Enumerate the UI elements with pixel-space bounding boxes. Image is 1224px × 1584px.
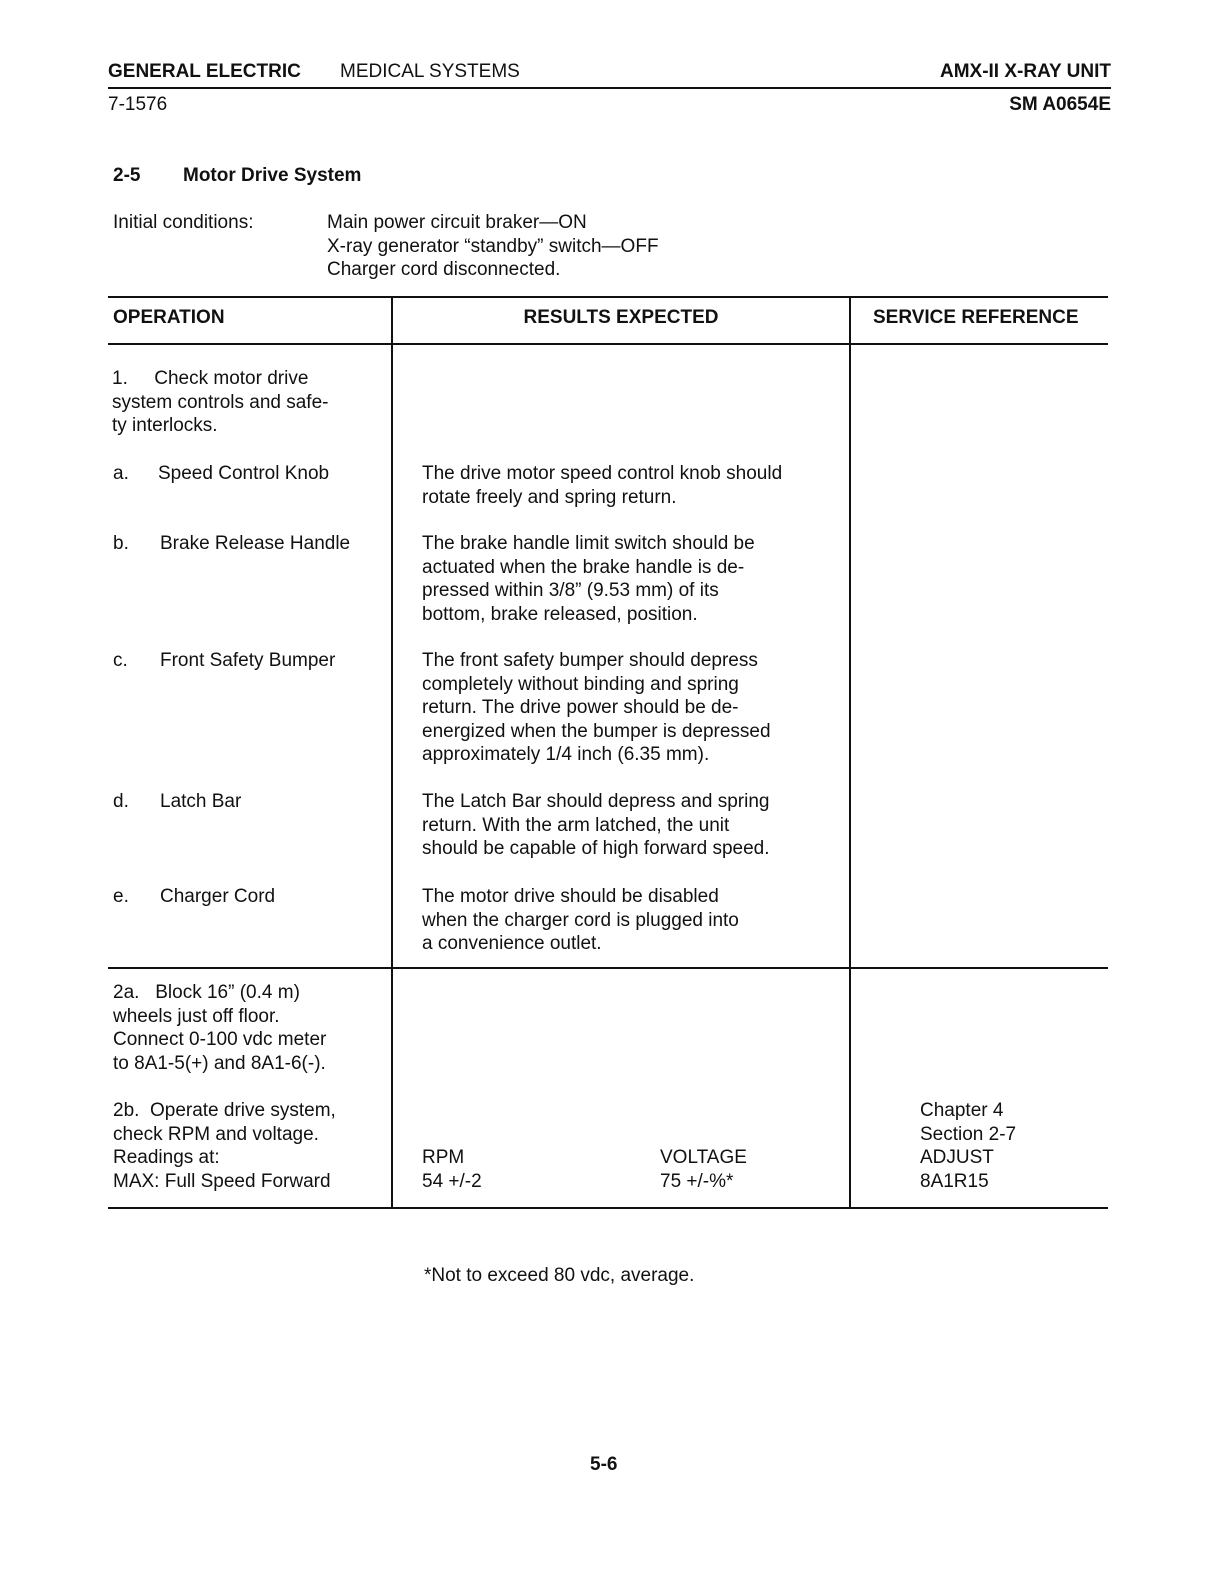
item-letter: c. (113, 650, 128, 671)
item-operation: Speed Control Knob (158, 463, 330, 484)
conditions-list (327, 211, 659, 282)
item-result: The Latch Bar should depress and spring return. With the arm latched, the unit should be capable of high forward speed. (422, 791, 770, 859)
header-rule (108, 87, 1111, 89)
table-top-rule (108, 296, 1108, 298)
table-row-rule (108, 967, 1108, 969)
header-product: AMX-II X-RAY UNIT (939, 61, 1111, 82)
item-operation: Latch Bar (160, 791, 242, 812)
item-letter: d. (113, 791, 129, 812)
step-1-intro: 1. Check motor drive system controls and safe- ty interlocks. (112, 368, 329, 436)
item-letter: e. (113, 886, 129, 907)
service-reference-cell: Chapter 4 Section 2-7 ADJUST 8A1R15 (920, 1100, 1017, 1192)
item-result: The drive motor speed control knob should rotate freely and spring return. (422, 463, 783, 508)
header-doc-number: 7-1576 (108, 94, 168, 115)
section-number: 2-5 (113, 165, 141, 186)
column-divider (391, 296, 393, 1209)
rpm-label: RPM (422, 1147, 465, 1168)
item-result: The front safety bumper should depress completely without binding and spring return. The drive power should be de- energized when the bumper is depressed approximately 1/4 inch (6.35 mm). (422, 650, 771, 765)
table-bottom-rule (108, 1207, 1108, 1209)
column-divider (849, 296, 851, 1209)
header-service-reference: SERVICE REFERENCE (873, 307, 1079, 328)
condition-item: Charger cord disconnected. (327, 259, 561, 280)
item-letter: b. (113, 533, 129, 554)
conditions-label: Initial conditions: (113, 212, 254, 233)
item-result: The motor drive should be disabled when the charger cord is plugged into a convenience outlet. (422, 886, 739, 954)
voltage-value: 75 +/-%* (660, 1171, 734, 1192)
step-2b: 2b. Operate drive system, check RPM and voltage. Readings at: MAX: Full Speed Forward (113, 1100, 336, 1192)
condition-item: Main power circuit braker—ON (327, 212, 587, 233)
table-header-rule (108, 343, 1108, 345)
item-result: The brake handle limit switch should be actuated when the brake handle is de- pressed within 3/8” (9.53 mm) of its bottom, brake released, position. (422, 533, 755, 625)
header-division: MEDICAL SYSTEMS (340, 61, 520, 82)
item-operation: Brake Release Handle (160, 533, 351, 554)
footnote: *Not to exceed 80 vdc, average. (424, 1265, 695, 1286)
item-operation: Front Safety Bumper (160, 650, 336, 671)
header-results: RESULTS EXPECTED (523, 307, 719, 328)
rpm-value: 54 +/-2 (422, 1171, 482, 1192)
page-number: 5-6 (590, 1454, 618, 1475)
item-operation: Charger Cord (160, 886, 276, 907)
section-title: Motor Drive System (183, 165, 362, 186)
item-letter: a. (113, 463, 129, 484)
header-company: GENERAL ELECTRIC (108, 61, 301, 82)
header-manual-id: SM A0654E (1009, 94, 1111, 115)
voltage-label: VOLTAGE (660, 1147, 747, 1168)
condition-item: X-ray generator “standby” switch—OFF (327, 235, 659, 257)
step-2a: 2a. Block 16” (0.4 m) wheels just off floor. Connect 0-100 vdc meter to 8A1-5(+) and 8A1-6(-). (113, 982, 327, 1074)
header-operation: OPERATION (113, 307, 225, 328)
